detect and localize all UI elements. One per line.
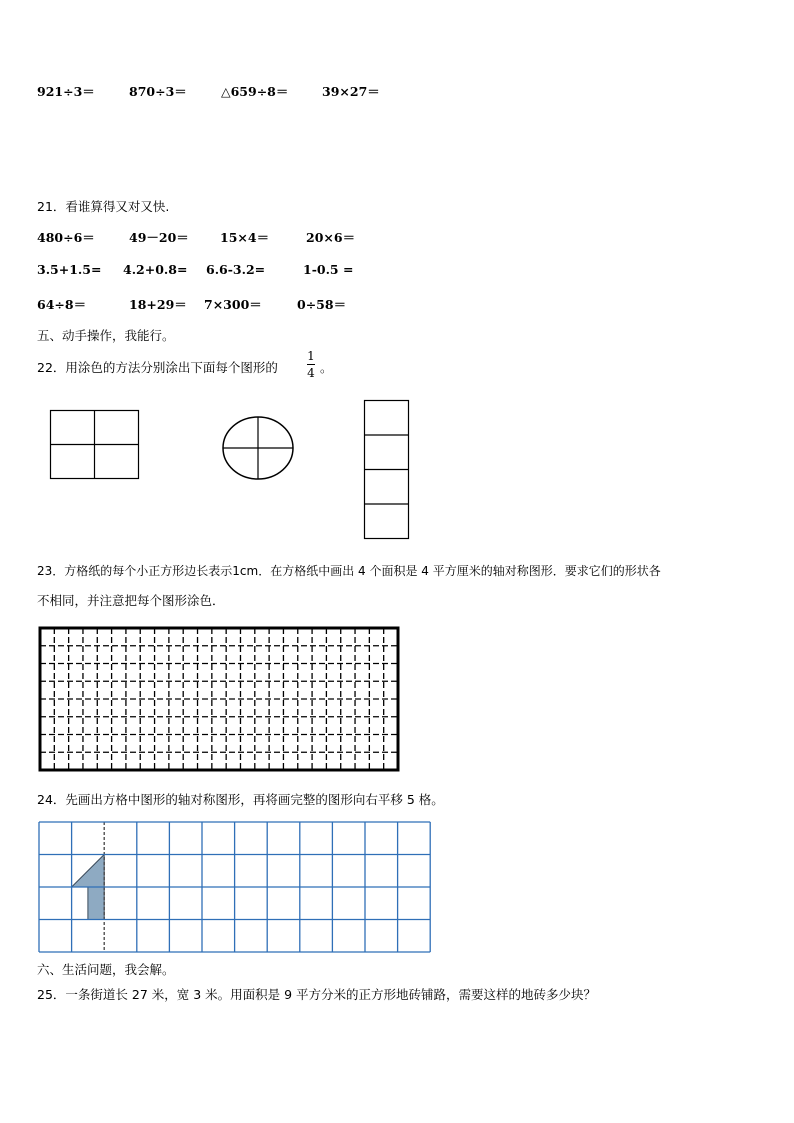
fraction-numerator: 1 xyxy=(307,349,315,363)
fraction-denominator: 4 xyxy=(307,366,315,380)
blue-square-grid xyxy=(38,821,432,953)
equation: 49－20＝ xyxy=(129,230,189,245)
vertical-rectangle-four-cells xyxy=(364,400,410,540)
equation: 64÷8＝ xyxy=(37,297,87,312)
equation: 480÷6＝ xyxy=(37,230,95,245)
equation: 0÷58＝ xyxy=(297,297,347,312)
question-22-end: 。 xyxy=(320,360,333,375)
section-heading: 五、动手操作，我能行。 xyxy=(37,328,175,343)
fraction-bar xyxy=(307,364,315,365)
question-22-text: 22．用涂色的方法分别涂出下面每个图形的 xyxy=(37,360,278,375)
question-21-title: 21．看谁算得又对又快. xyxy=(37,199,170,214)
grid-border xyxy=(40,628,398,770)
square-divided-in-four xyxy=(50,410,140,480)
question-25-text: 25．一条街道长 27 米，宽 3 米。用面积是 9 平方分米的正方形地砖铺路，需要这样的地砖多少块？ xyxy=(37,987,597,1002)
equation: 1-0.5 = xyxy=(303,262,354,277)
equation: 15×4＝ xyxy=(220,230,270,245)
equation: 6.6-3.2= xyxy=(206,262,266,277)
question-24-text: 24．先画出方格中图形的轴对称图形，再将画完整的图形向右平移 5 格。 xyxy=(37,792,444,807)
equation: 7×300＝ xyxy=(204,297,262,312)
question-23-line2: 不相同，并注意把每个图形涂色． xyxy=(37,593,225,608)
equation: 39×27＝ xyxy=(322,84,380,99)
equation: 3.5+1.5= xyxy=(37,262,102,277)
equation: 921÷3＝ xyxy=(37,84,95,99)
question-23-line1: 23．方格纸的每个小正方形边长表示1cm．在方格纸中画出 4 个面积是 4 平方厘米的轴对称图形．要求它们的形状各 xyxy=(37,564,661,578)
dotted-square-grid xyxy=(39,627,399,771)
equation: 870÷3＝ xyxy=(129,84,187,99)
equation: 20×6＝ xyxy=(306,230,356,245)
fraction-one-quarter xyxy=(307,350,315,379)
equation: 4.2+0.8= xyxy=(123,262,188,277)
section-heading: 六、生活问题，我会解。 xyxy=(37,962,175,977)
equation: △659÷8＝ xyxy=(221,84,289,99)
equation: 18+29＝ xyxy=(129,297,187,312)
circle-divided-in-four xyxy=(222,416,294,480)
